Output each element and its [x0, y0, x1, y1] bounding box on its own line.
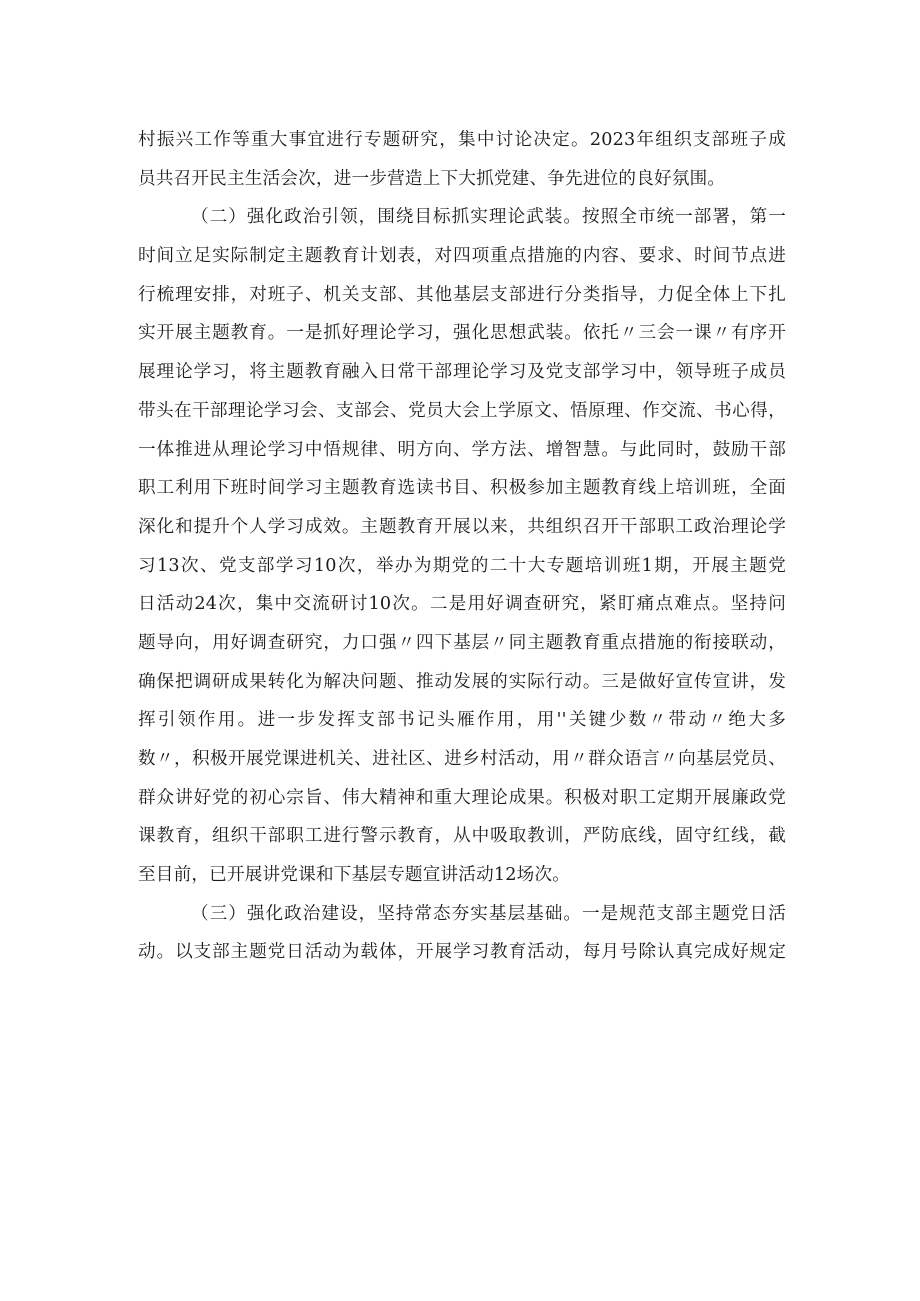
text-line: 至目前，已开展讲党课和下基层专题宣讲活动12场次。	[138, 865, 571, 886]
text-line: 深化和提升个人学习成效。主题教育开展以来，共组织召开干部职工政治理论学	[138, 516, 786, 537]
text-line: 课教育，组织干部职工进行警示教育，从中吸取教训，严防底线，固守红线，截	[138, 826, 786, 847]
text-line: 职工利用下班时间学习主题教育选读书目、积极参加主题教育线上培训班，全面	[138, 478, 786, 499]
text-line: （二）强化政治引领，围绕目标抓实理论武装。按照全市统一部署，第一	[191, 207, 786, 228]
text-line: 展理论学习，将主题教育融入日常干部理论学习及党支部学习中，领导班子成员	[138, 362, 786, 383]
text-line: 挥引领作用。进一步发挥支部书记头雁作用，用''关键少数〃带动〃绝大多	[138, 710, 786, 731]
paragraph	[138, 121, 786, 198]
text-line: 村振兴工作等重大事宜进行专题研究，集中讨论决定。2023年组织支部班子成	[138, 130, 786, 150]
paragraph	[138, 198, 786, 894]
text-line: 习13次、党支部学习10次，举办为期党的二十大专题培训班1期，开展主题党	[138, 555, 786, 576]
text-line: 确保把调研成果转化为解决问题、推动发展的实际行动。三是做好宣传宣讲，发	[138, 671, 786, 692]
text-line: 员共召开民主生活会次，进一步营造上下大抓党建、争先进位的良好氛围。	[138, 168, 726, 189]
text-line: （三）强化政治建设，坚持常态夯实基层基础。一是规范支部主题党日活	[191, 903, 786, 924]
text-line: 实开展主题教育。一是抓好理论学习，强化思想武装。依托〃三会一课〃有序开	[138, 323, 786, 344]
text-line: 一体推进从理论学习中悟规律、明方向、学方法、增智慧。与此同时，鼓励干部	[138, 439, 786, 460]
text-line: 动。以支部主题党日活动为载体，开展学习教育活动，每月号除认真完成好规定	[138, 942, 786, 963]
text-line: 时间立足实际制定主题教育计划表，对四项重点措施的内容、要求、时间节点进	[138, 246, 786, 267]
paragraph	[138, 895, 786, 972]
document-page	[138, 121, 786, 972]
text-line: 群众讲好党的初心宗旨、伟大精神和重大理论成果。积极对职工定期开展廉政党	[138, 787, 786, 808]
text-line: 数〃，积极开展党课进机关、进社区、进乡村活动，用〃群众语言〃向基层党员、	[138, 749, 786, 769]
text-line: 带头在干部理论学习会、支部会、党员大会上学原文、悟原理、作交流、书心得，	[138, 400, 786, 421]
text-line: 行梳理安排，对班子、机关支部、其他基层支部进行分类指导，力促全体上下扎	[138, 284, 786, 305]
text-line: 题导向，用好调查研究，力口强〃四下基层〃同主题教育重点措施的衔接联动，	[138, 632, 786, 653]
text-line: 日活动24次，集中交流研讨10次。二是用好调查研究，紧盯痛点难点。坚持问	[138, 594, 786, 615]
